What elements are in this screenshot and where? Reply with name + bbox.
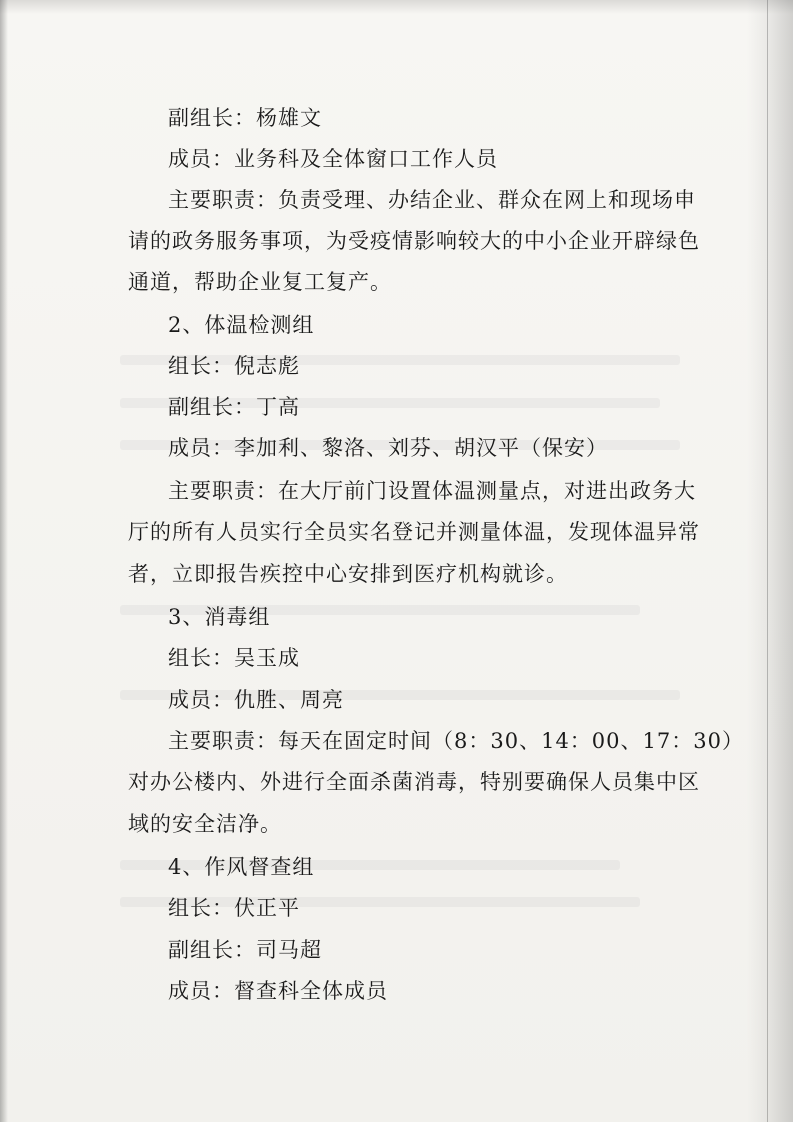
text-line-deputy-leader: 副组长：丁高 <box>168 395 300 419</box>
text-line-duties-cont: 对办公楼内、外进行全面杀菌消毒，特别要确保人员集中区 <box>128 770 700 794</box>
text-line-deputy-leader: 副组长：杨雄文 <box>168 106 322 130</box>
text-line-leader: 组长：吴玉成 <box>168 646 300 670</box>
scan-edge-top <box>0 0 793 14</box>
text-line-duties-end: 通道，帮助企业复工复产。 <box>128 270 392 294</box>
text-line-members: 成员：李加利、黎洛、刘芬、胡汉平（保安） <box>168 436 608 460</box>
scan-edge-left <box>0 0 8 1122</box>
text-line-duties-cont: 厅的所有人员实行全员实名登记并测量体温，发现体温异常 <box>128 520 700 544</box>
text-line-members: 成员：业务科及全体窗口工作人员 <box>168 147 498 171</box>
section-heading-temperature: 2、体温检测组 <box>168 313 315 337</box>
text-line-leader: 组长：伏正平 <box>168 896 300 920</box>
text-line-members: 成员：仇胜、周亮 <box>168 688 344 712</box>
text-line-duties-cont: 请的政务服务事项，为受疫情影响较大的中小企业开辟绿色 <box>128 229 700 253</box>
text-line-duties: 主要职责：每天在固定时间（8：30、14：00、17：30） <box>168 729 744 753</box>
text-line-duties-end: 者，立即报告疾控中心安排到医疗机构就诊。 <box>128 562 568 586</box>
scan-edge-right <box>747 0 793 1122</box>
text-line-deputy-leader: 副组长：司马超 <box>168 938 322 962</box>
text-line-members: 成员：督查科全体成员 <box>168 979 388 1003</box>
text-line-duties-end: 域的安全洁净。 <box>128 812 282 836</box>
text-line-leader: 组长：倪志彪 <box>168 354 300 378</box>
section-heading-disinfection: 3、消毒组 <box>168 605 271 629</box>
text-line-duties: 主要职责：负责受理、办结企业、群众在网上和现场申 <box>168 188 696 212</box>
section-heading-supervision: 4、作风督查组 <box>168 855 315 879</box>
text-line-duties: 主要职责：在大厅前门设置体温测量点，对进出政务大 <box>168 479 696 503</box>
